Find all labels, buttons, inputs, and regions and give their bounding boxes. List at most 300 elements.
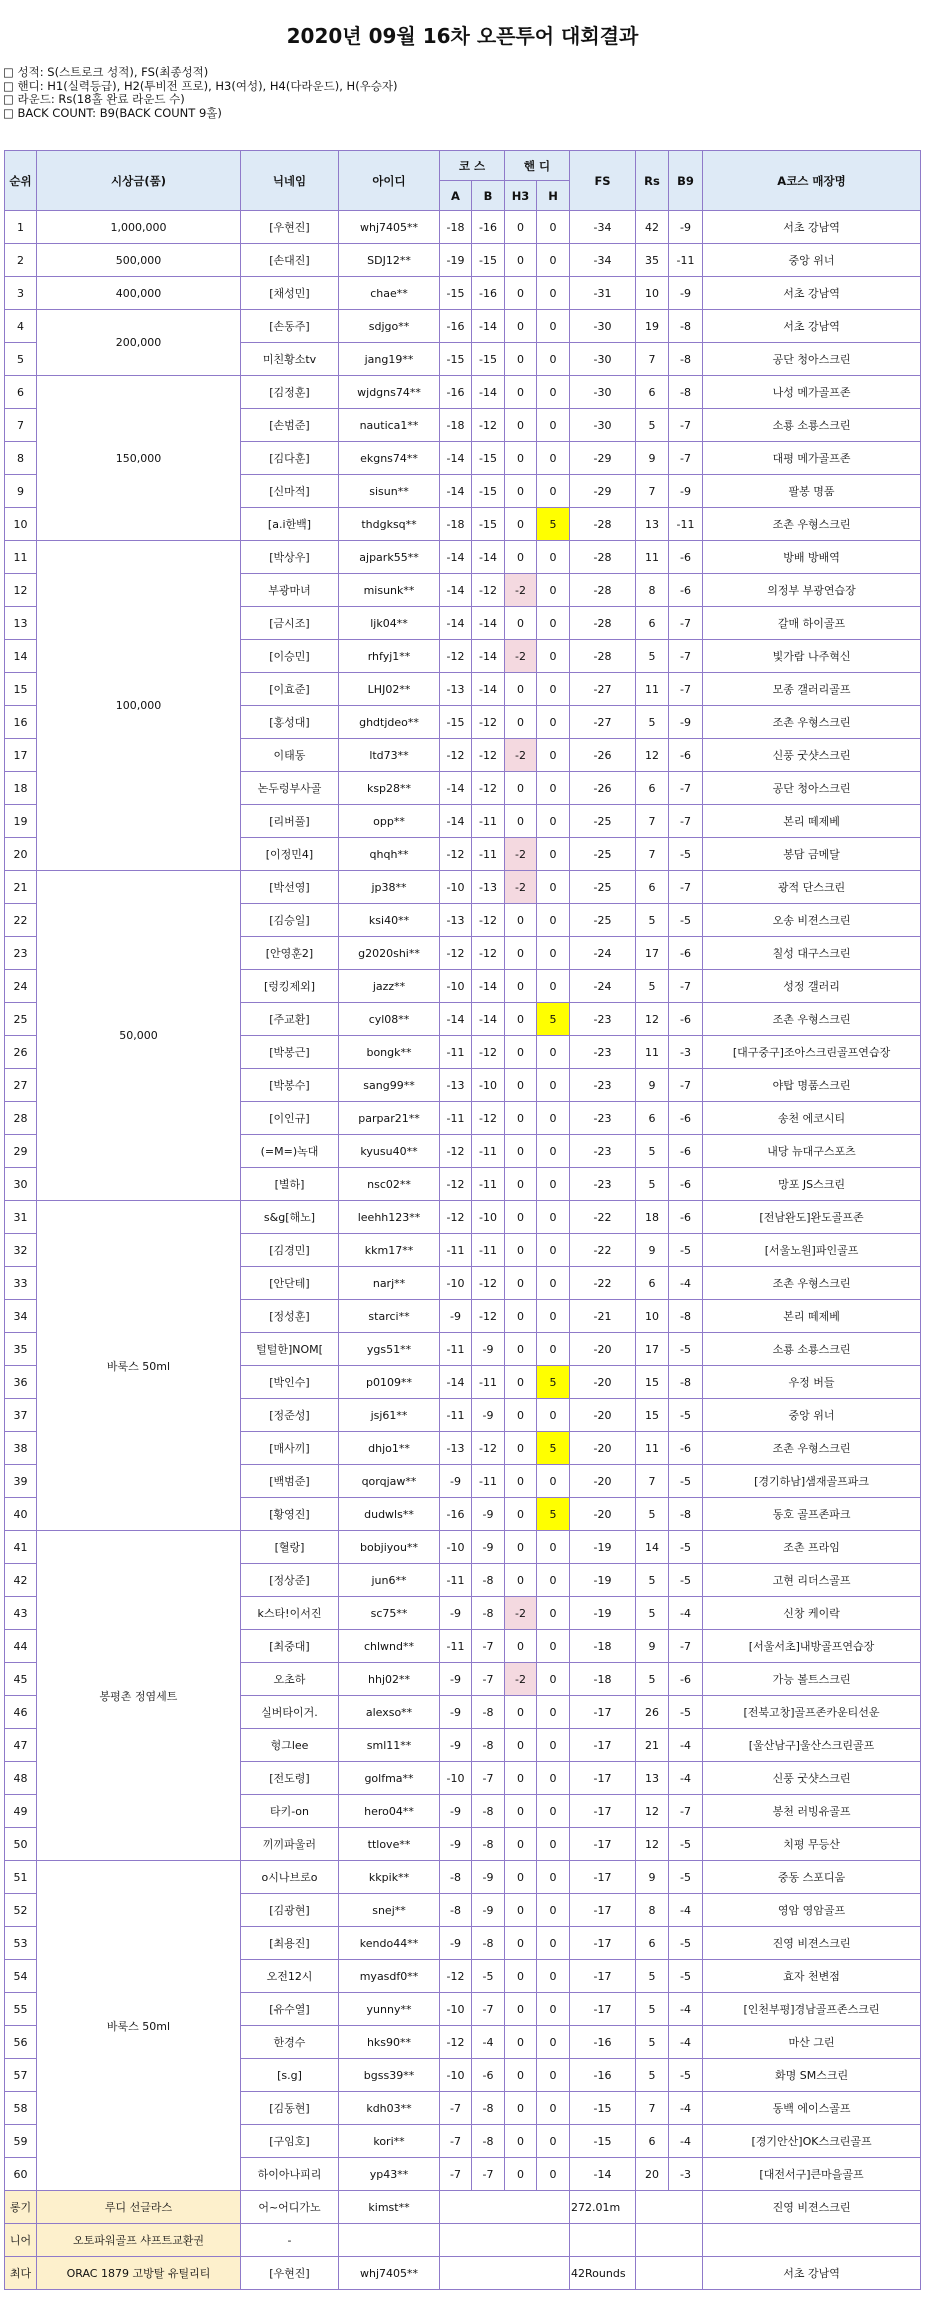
course-b-cell: -7	[472, 2158, 505, 2191]
rs-cell: 35	[636, 244, 669, 277]
store-cell: 영암 영암골프	[703, 1894, 921, 1927]
course-a-cell: -9	[440, 1729, 472, 1762]
id-cell: hero04**	[339, 1795, 440, 1828]
nickname-cell: [렁킹제외]	[241, 970, 339, 1003]
b9-cell: -5	[669, 1234, 703, 1267]
rs-cell: 5	[636, 1135, 669, 1168]
rs-cell: 19	[636, 310, 669, 343]
fs-cell: -22	[570, 1201, 636, 1234]
b9-cell: -4	[669, 1894, 703, 1927]
rank-cell: 41	[5, 1531, 37, 1564]
fs-cell: -27	[570, 706, 636, 739]
rank-cell: 10	[5, 508, 37, 541]
id-cell: qhqh**	[339, 838, 440, 871]
handicap-h3-cell: -2	[505, 838, 537, 871]
course-a-cell: -9	[440, 1300, 472, 1333]
id-cell: wjdgns74**	[339, 376, 440, 409]
special-blank-cell	[636, 2224, 703, 2257]
handicap-h-cell: 0	[537, 1333, 570, 1366]
rs-cell: 5	[636, 1960, 669, 1993]
handicap-h3-cell: 0	[505, 706, 537, 739]
store-cell: [전북고창]골프존카운티선운	[703, 1696, 921, 1729]
fs-cell: -20	[570, 1432, 636, 1465]
course-a-cell: -14	[440, 475, 472, 508]
course-b-cell: -14	[472, 607, 505, 640]
course-b-cell: -14	[472, 970, 505, 1003]
handicap-h-cell: 0	[537, 343, 570, 376]
rank-cell: 19	[5, 805, 37, 838]
course-b-cell: -14	[472, 376, 505, 409]
header-row	[5, 151, 921, 181]
id-cell: bobjiyou**	[339, 1531, 440, 1564]
handicap-h3-cell: 0	[505, 1960, 537, 1993]
course-a-cell: -13	[440, 673, 472, 706]
rank-cell: 45	[5, 1663, 37, 1696]
rs-cell: 11	[636, 673, 669, 706]
fs-cell: -17	[570, 1762, 636, 1795]
handicap-h3-cell: 0	[505, 1630, 537, 1663]
fs-cell: -14	[570, 2158, 636, 2191]
nickname-cell: 오전12시	[241, 1960, 339, 1993]
nickname-cell: [손동주]	[241, 310, 339, 343]
rs-cell: 18	[636, 1201, 669, 1234]
nickname-cell: (=M=)녹대	[241, 1135, 339, 1168]
fs-cell: -17	[570, 1894, 636, 1927]
id-cell: dudwls**	[339, 1498, 440, 1531]
header-id: 아이디	[339, 151, 440, 211]
b9-cell: -5	[669, 1828, 703, 1861]
store-cell: 치평 무등산	[703, 1828, 921, 1861]
fs-cell: -24	[570, 937, 636, 970]
rs-cell: 9	[636, 1861, 669, 1894]
id-cell: ygs51**	[339, 1333, 440, 1366]
b9-cell: -6	[669, 541, 703, 574]
rank-cell: 40	[5, 1498, 37, 1531]
prize-cell: 200,000	[37, 310, 241, 376]
handicap-h-cell: 0	[537, 1927, 570, 1960]
course-b-cell: -12	[472, 1102, 505, 1135]
special-nickname-cell: 어~어디가노	[241, 2191, 339, 2224]
store-cell: 중앙 위너	[703, 1399, 921, 1432]
id-cell: opp**	[339, 805, 440, 838]
course-b-cell: -10	[472, 1201, 505, 1234]
nickname-cell: [안영훈2]	[241, 937, 339, 970]
b9-cell: -5	[669, 1960, 703, 1993]
course-a-cell: -11	[440, 1102, 472, 1135]
handicap-h3-cell: 0	[505, 1300, 537, 1333]
handicap-h3-cell: 0	[505, 1333, 537, 1366]
store-cell: 갈매 하이골프	[703, 607, 921, 640]
store-cell: 효자 천변점	[703, 1960, 921, 1993]
rs-cell: 6	[636, 2125, 669, 2158]
handicap-h-cell: 0	[537, 739, 570, 772]
special-id-cell: whj7405**	[339, 2257, 440, 2290]
course-a-cell: -10	[440, 1267, 472, 1300]
handicap-h3-cell: 0	[505, 1795, 537, 1828]
course-a-cell: -16	[440, 310, 472, 343]
b9-cell: -5	[669, 838, 703, 871]
rs-cell: 5	[636, 1597, 669, 1630]
legend	[3, 66, 398, 120]
special-fs-cell: 272.01m	[570, 2191, 636, 2224]
rank-cell: 17	[5, 739, 37, 772]
b9-cell: -5	[669, 1696, 703, 1729]
handicap-h3-cell: 0	[505, 1267, 537, 1300]
special-fs-cell	[570, 2224, 636, 2257]
handicap-h-cell: 0	[537, 376, 570, 409]
nickname-cell: [홍성대]	[241, 706, 339, 739]
special-row	[5, 2191, 921, 2224]
special-row	[5, 2257, 921, 2290]
nickname-cell: [이정민4]	[241, 838, 339, 871]
fs-cell: -27	[570, 673, 636, 706]
special-rank-cell: 최다	[5, 2257, 37, 2290]
rank-cell: 56	[5, 2026, 37, 2059]
id-cell: nautica1**	[339, 409, 440, 442]
rs-cell: 6	[636, 1102, 669, 1135]
id-cell: ksp28**	[339, 772, 440, 805]
store-cell: 고현 리더스골프	[703, 1564, 921, 1597]
store-cell: 팔봉 명품	[703, 475, 921, 508]
handicap-h3-cell: 0	[505, 1531, 537, 1564]
course-b-cell: -11	[472, 1168, 505, 1201]
handicap-h3-cell: 0	[505, 1696, 537, 1729]
b9-cell: -8	[669, 310, 703, 343]
nickname-cell: [리버풀]	[241, 805, 339, 838]
fs-cell: -31	[570, 277, 636, 310]
fs-cell: -20	[570, 1366, 636, 1399]
b9-cell: -7	[669, 871, 703, 904]
nickname-cell: [김광현]	[241, 1894, 339, 1927]
rs-cell: 5	[636, 1498, 669, 1531]
handicap-h-cell: 0	[537, 805, 570, 838]
rank-cell: 26	[5, 1036, 37, 1069]
handicap-h-cell: 5	[537, 1366, 570, 1399]
b9-cell: -9	[669, 277, 703, 310]
course-a-cell: -11	[440, 1234, 472, 1267]
handicap-h3-cell: 0	[505, 1927, 537, 1960]
course-b-cell: -10	[472, 1069, 505, 1102]
b9-cell: -7	[669, 640, 703, 673]
header-handicap: 핸 디	[505, 151, 570, 181]
id-cell: jang19**	[339, 343, 440, 376]
rank-cell: 16	[5, 706, 37, 739]
rs-cell: 7	[636, 343, 669, 376]
fs-cell: -28	[570, 640, 636, 673]
store-cell: 본리 떼제베	[703, 1300, 921, 1333]
store-cell: 화명 SM스크린	[703, 2059, 921, 2092]
handicap-h3-cell: 0	[505, 1102, 537, 1135]
nickname-cell: [구임호]	[241, 2125, 339, 2158]
b9-cell: -11	[669, 244, 703, 277]
course-a-cell: -12	[440, 838, 472, 871]
handicap-h3-cell: 0	[505, 1861, 537, 1894]
nickname-cell: 이태동	[241, 739, 339, 772]
id-cell: ltd73**	[339, 739, 440, 772]
course-a-cell: -10	[440, 1531, 472, 1564]
id-cell: bgss39**	[339, 2059, 440, 2092]
rs-cell: 13	[636, 508, 669, 541]
fs-cell: -18	[570, 1630, 636, 1663]
b9-cell: -4	[669, 2026, 703, 2059]
id-cell: whj7405**	[339, 211, 440, 244]
b9-cell: -7	[669, 805, 703, 838]
nickname-cell: [별하]	[241, 1168, 339, 1201]
header-course: 코 스	[440, 151, 505, 181]
course-a-cell: -7	[440, 2092, 472, 2125]
rs-cell: 6	[636, 1267, 669, 1300]
rs-cell: 17	[636, 1333, 669, 1366]
rank-cell: 29	[5, 1135, 37, 1168]
handicap-h-cell: 0	[537, 607, 570, 640]
course-a-cell: -12	[440, 1168, 472, 1201]
store-cell: 칠성 대구스크린	[703, 937, 921, 970]
table-row	[5, 244, 921, 277]
course-a-cell: -8	[440, 1861, 472, 1894]
handicap-h-cell: 0	[537, 1300, 570, 1333]
rs-cell: 9	[636, 1234, 669, 1267]
fs-cell: -17	[570, 1861, 636, 1894]
course-b-cell: -11	[472, 805, 505, 838]
id-cell: jazz**	[339, 970, 440, 1003]
rank-cell: 48	[5, 1762, 37, 1795]
handicap-h3-cell: 0	[505, 1498, 537, 1531]
rs-cell: 5	[636, 970, 669, 1003]
nickname-cell: [신마적]	[241, 475, 339, 508]
fs-cell: -20	[570, 1465, 636, 1498]
rs-cell: 6	[636, 376, 669, 409]
fs-cell: -25	[570, 904, 636, 937]
special-blank-cell	[636, 2191, 703, 2224]
fs-cell: -34	[570, 244, 636, 277]
course-a-cell: -14	[440, 574, 472, 607]
course-a-cell: -10	[440, 871, 472, 904]
b9-cell: -8	[669, 376, 703, 409]
id-cell: nsc02**	[339, 1168, 440, 1201]
store-cell: 조촌 우형스크린	[703, 508, 921, 541]
handicap-h-cell: 0	[537, 442, 570, 475]
rs-cell: 7	[636, 475, 669, 508]
course-a-cell: -10	[440, 1993, 472, 2026]
rs-cell: 5	[636, 904, 669, 937]
header-fs: FS	[570, 151, 636, 211]
course-b-cell: -14	[472, 640, 505, 673]
handicap-h-cell: 0	[537, 1960, 570, 1993]
prize-cell: 봉평촌 정염세트	[37, 1531, 241, 1861]
table-row	[5, 541, 921, 574]
rs-cell: 9	[636, 442, 669, 475]
course-a-cell: -14	[440, 1003, 472, 1036]
id-cell: leehh123**	[339, 1201, 440, 1234]
nickname-cell: s&g[해노]	[241, 1201, 339, 1234]
table-row	[5, 310, 921, 343]
handicap-h-cell: 0	[537, 574, 570, 607]
rank-cell: 47	[5, 1729, 37, 1762]
handicap-h3-cell: 0	[505, 541, 537, 574]
course-b-cell: -11	[472, 838, 505, 871]
b9-cell: -3	[669, 1036, 703, 1069]
rank-cell: 42	[5, 1564, 37, 1597]
b9-cell: -4	[669, 2125, 703, 2158]
rs-cell: 7	[636, 1465, 669, 1498]
handicap-h3-cell: 0	[505, 1894, 537, 1927]
b9-cell: -8	[669, 1300, 703, 1333]
b9-cell: -8	[669, 1366, 703, 1399]
special-rank-cell: 니어	[5, 2224, 37, 2257]
rank-cell: 35	[5, 1333, 37, 1366]
rs-cell: 6	[636, 772, 669, 805]
fs-cell: -26	[570, 739, 636, 772]
handicap-h-cell: 0	[537, 1168, 570, 1201]
header-rs: Rs	[636, 151, 669, 211]
prize-cell: 400,000	[37, 277, 241, 310]
course-a-cell: -9	[440, 1696, 472, 1729]
course-b-cell: -12	[472, 937, 505, 970]
id-cell: misunk**	[339, 574, 440, 607]
course-b-cell: -12	[472, 772, 505, 805]
course-b-cell: -12	[472, 1036, 505, 1069]
nickname-cell: 타키-on	[241, 1795, 339, 1828]
handicap-h3-cell: 0	[505, 1366, 537, 1399]
header-store: A코스 매장명	[703, 151, 921, 211]
b9-cell: -9	[669, 211, 703, 244]
rs-cell: 5	[636, 706, 669, 739]
header-nickname: 닉네임	[241, 151, 339, 211]
handicap-h-cell: 0	[537, 409, 570, 442]
nickname-cell: [주교환]	[241, 1003, 339, 1036]
b9-cell: -4	[669, 1993, 703, 2026]
fs-cell: -29	[570, 475, 636, 508]
nickname-cell: [최용진]	[241, 1927, 339, 1960]
course-a-cell: -10	[440, 2059, 472, 2092]
rs-cell: 7	[636, 2092, 669, 2125]
handicap-h-cell: 0	[537, 640, 570, 673]
special-blank-cell	[440, 2257, 570, 2290]
b9-cell: -6	[669, 1102, 703, 1135]
nickname-cell: [정성훈]	[241, 1300, 339, 1333]
course-a-cell: -9	[440, 1465, 472, 1498]
fs-cell: -28	[570, 541, 636, 574]
handicap-h3-cell: 0	[505, 673, 537, 706]
rs-cell: 26	[636, 1696, 669, 1729]
id-cell: chlwnd**	[339, 1630, 440, 1663]
b9-cell: -7	[669, 673, 703, 706]
course-b-cell: -11	[472, 1366, 505, 1399]
rs-cell: 5	[636, 1993, 669, 2026]
fs-cell: -17	[570, 1993, 636, 2026]
rank-cell: 52	[5, 1894, 37, 1927]
nickname-cell: 끼끼파울러	[241, 1828, 339, 1861]
fs-cell: -19	[570, 1531, 636, 1564]
nickname-cell: 실버타이거.	[241, 1696, 339, 1729]
fs-cell: -22	[570, 1267, 636, 1300]
course-a-cell: -14	[440, 772, 472, 805]
rank-cell: 11	[5, 541, 37, 574]
handicap-h3-cell: 0	[505, 2158, 537, 2191]
nickname-cell: o시나브로o	[241, 1861, 339, 1894]
id-cell: rhfyj1**	[339, 640, 440, 673]
store-cell: 대평 메가골프존	[703, 442, 921, 475]
course-a-cell: -19	[440, 244, 472, 277]
store-cell: 우정 버들	[703, 1366, 921, 1399]
course-a-cell: -18	[440, 211, 472, 244]
course-b-cell: -8	[472, 1564, 505, 1597]
course-b-cell: -15	[472, 343, 505, 376]
handicap-h-cell: 5	[537, 1003, 570, 1036]
id-cell: qorqjaw**	[339, 1465, 440, 1498]
header-prize: 시상금(품)	[37, 151, 241, 211]
course-b-cell: -11	[472, 1234, 505, 1267]
id-cell: bongk**	[339, 1036, 440, 1069]
table-row	[5, 871, 921, 904]
store-cell: 소룡 소룡스크린	[703, 1333, 921, 1366]
rank-cell: 25	[5, 1003, 37, 1036]
fs-cell: -23	[570, 1036, 636, 1069]
fs-cell: -17	[570, 1696, 636, 1729]
rank-cell: 2	[5, 244, 37, 277]
special-rank-cell: 롱기	[5, 2191, 37, 2224]
handicap-h-cell: 0	[537, 1399, 570, 1432]
rank-cell: 27	[5, 1069, 37, 1102]
course-b-cell: -12	[472, 409, 505, 442]
handicap-h-cell: 0	[537, 1762, 570, 1795]
b9-cell: -4	[669, 1267, 703, 1300]
course-a-cell: -12	[440, 1960, 472, 1993]
special-blank-cell	[440, 2224, 570, 2257]
handicap-h-cell: 0	[537, 1795, 570, 1828]
course-a-cell: -10	[440, 970, 472, 1003]
rank-cell: 8	[5, 442, 37, 475]
b9-cell: -7	[669, 1069, 703, 1102]
rank-cell: 4	[5, 310, 37, 343]
id-cell: yunny**	[339, 1993, 440, 2026]
nickname-cell: [백범준]	[241, 1465, 339, 1498]
course-b-cell: -12	[472, 574, 505, 607]
course-b-cell: -8	[472, 2092, 505, 2125]
store-cell: [울산남구]울산스크린골프	[703, 1729, 921, 1762]
handicap-h3-cell: 0	[505, 1135, 537, 1168]
rs-cell: 6	[636, 1927, 669, 1960]
nickname-cell: [박선영]	[241, 871, 339, 904]
nickname-cell: [정준성]	[241, 1399, 339, 1432]
course-a-cell: -9	[440, 1927, 472, 1960]
id-cell: golfma**	[339, 1762, 440, 1795]
special-id-cell: kimst**	[339, 2191, 440, 2224]
results-body	[5, 211, 921, 2290]
fs-cell: -22	[570, 1234, 636, 1267]
course-a-cell: -15	[440, 706, 472, 739]
store-cell: 진영 비젼스크린	[703, 1927, 921, 1960]
rs-cell: 20	[636, 2158, 669, 2191]
store-cell: 서초 강남역	[703, 277, 921, 310]
b9-cell: -6	[669, 1663, 703, 1696]
store-cell: [대구중구]조아스크린골프연습장	[703, 1036, 921, 1069]
b9-cell: -6	[669, 1432, 703, 1465]
rs-cell: 11	[636, 541, 669, 574]
header-handicap-h3: H3	[505, 181, 537, 211]
handicap-h-cell: 0	[537, 673, 570, 706]
course-a-cell: -14	[440, 607, 472, 640]
handicap-h-cell: 0	[537, 2026, 570, 2059]
rs-cell: 13	[636, 1762, 669, 1795]
course-b-cell: -8	[472, 1828, 505, 1861]
store-cell: 동백 에이스골프	[703, 2092, 921, 2125]
table-row	[5, 277, 921, 310]
course-b-cell: -12	[472, 706, 505, 739]
handicap-h-cell: 0	[537, 277, 570, 310]
rs-cell: 8	[636, 1894, 669, 1927]
handicap-h-cell: 0	[537, 1993, 570, 2026]
